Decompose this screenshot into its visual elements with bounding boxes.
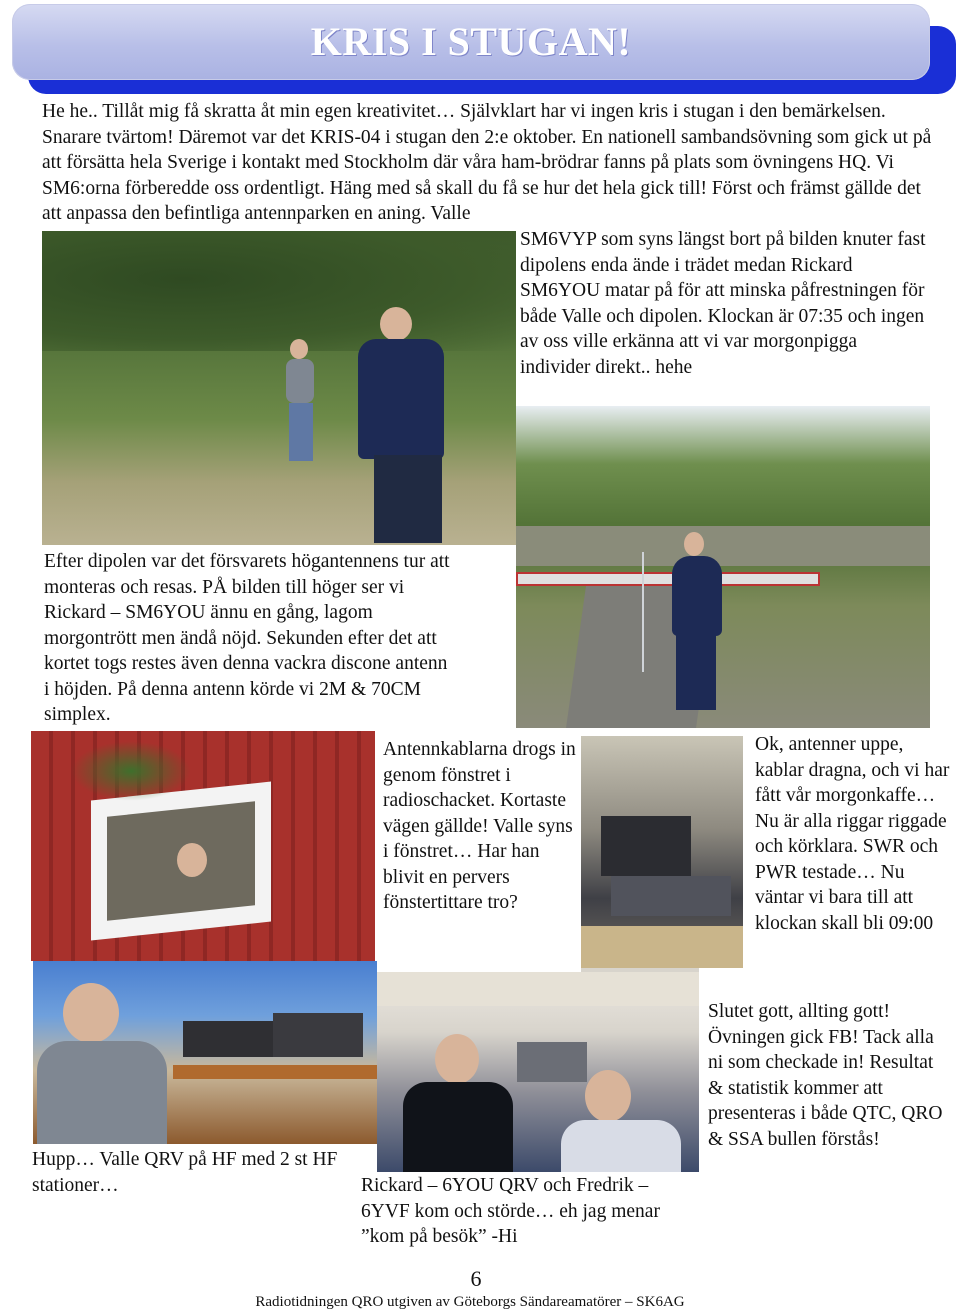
page-title: KRIS I STUGAN! <box>310 19 632 64</box>
photo-dipole-tree <box>42 231 516 545</box>
photo-visitors <box>377 972 699 1172</box>
caption-dipole: SM6VYP som syns längst bort på bilden knuter fast dipolens enda ände i trädet medan Rickard SM6YOU matar på för att minska påfrestningen för både Valle och dipolen. Klockan är 07:35 och ingen av oss ville erkänna att vi var morgonpigga individer direkt.. hehe <box>520 229 926 378</box>
closing-note: Slutet gott, allting gott! Övningen gick FB! Tack alla ni som checkade in! Resultat & statistik kommer att presenteras i både QTC, QRO & SSA bullen förstås! <box>708 1001 943 1150</box>
caption-ready: Ok, antenner uppe, kablar dragna, och vi har fått vår morgonkaffe… Nu är alla riggar riggade och körklara. SWR och PWR testade… Nu väntar vi bara till att klockan skall bli 09:00 <box>755 734 950 934</box>
photo-hf-stations <box>33 961 377 1144</box>
caption-hf: Hupp… Valle QRV på HF med 2 st HF stationer… <box>32 1149 338 1196</box>
photo-radio-rigs <box>581 736 743 968</box>
caption-window: Antennkablarna drogs in genom fönstret i radioschacket. Kortaste vägen gällde! Valle syns i fönstret… Har han blivit en pervers fönstertittare tro? <box>383 739 576 913</box>
page-number: 6 <box>470 1266 482 1291</box>
photo-window-cables <box>31 731 375 961</box>
footer-text: Radiotidningen QRO utgiven av Göteborgs Sändareamatörer – SK6AG <box>255 1294 685 1310</box>
caption-visitors: Rickard – 6YOU QRV och Fredrik – 6YVF kom och störde… eh jag menar ”kom på besök” -Hi <box>361 1175 660 1247</box>
photo-strip <box>581 968 699 972</box>
photo-discone-antenna <box>516 406 930 728</box>
caption-high-antenna: Efter dipolen var det försvarets högantennens tur att monteras och resas. PÅ bilden till höger ser vi Rickard – SM6YOU ännu en gång, lagom morgontrött men ändå nöjd. Sekunden efter det att kortet togs restes även denna vackra discone antenn i höjden. På denna antenn körde vi 2M & 70CM simplex. <box>44 551 450 725</box>
intro-paragraph: He he.. Tillåt mig få skratta åt min egen kreativitet… Självklart har vi ingen kris i stugan i den bemärkelsen. Snarare tvärtom! Däremot var det KRIS-04 i stugan den 2:e oktober. En nationell sambandsövning som gick ut på att försätta hela Sverige i kontakt med Stockholm där våra ham-brödrar fanns på plats som övningens HQ. Vi SM6:orna förberedde oss ordentligt. Häng med så skall du få se hur det hela gick till! Först och främst gällde det att anpassa den befintliga antennparken en aning. Valle <box>42 101 932 224</box>
